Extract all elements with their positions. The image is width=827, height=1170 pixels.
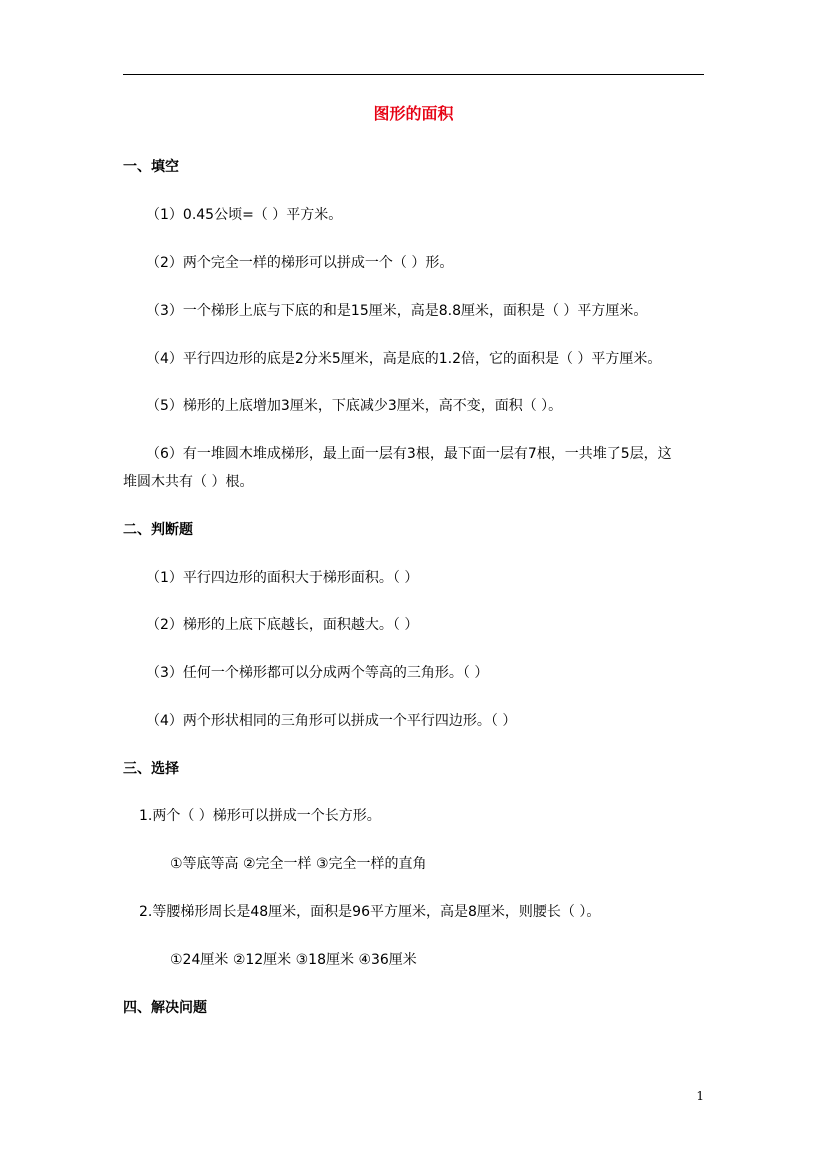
question-1-3: （3）一个梯形上底与下底的和是15厘米，高是8.8厘米，面积是（ ）平方厘米。 <box>146 303 648 319</box>
question-1-6-line-2: 堆圆木共有（ ）根。 <box>123 474 254 490</box>
section-heading-true-false: 二、判断题 <box>123 522 193 538</box>
question-3-1-options: ①等底等高 ②完全一样 ③完全一样的直角 <box>170 856 427 872</box>
section-heading-choice: 三、选择 <box>123 761 179 777</box>
page-title: 图形的面积 <box>373 104 454 123</box>
question-2-1: （1）平行四边形的面积大于梯形面积。（ ） <box>146 570 419 586</box>
question-3-1: 1.两个（ ）梯形可以拼成一个长方形。 <box>139 808 381 824</box>
question-1-5: （5）梯形的上底增加3厘米，下底减少3厘米，高不变，面积（ ）。 <box>146 398 563 414</box>
header-rule <box>123 74 704 75</box>
question-3-2: 2.等腰梯形周长是48厘米，面积是96平方厘米，高是8厘米，则腰长（ ）。 <box>139 904 601 920</box>
section-heading-problem-solving: 四、解决问题 <box>123 1000 207 1016</box>
question-1-1: （1）0.45公顷=（ ）平方米。 <box>146 207 343 223</box>
page-number: 1 <box>696 1089 704 1103</box>
question-1-4: （4）平行四边形的底是2分米5厘米，高是底的1.2倍，它的面积是（ ）平方厘米。 <box>146 351 662 367</box>
question-3-2-options: ①24厘米 ②12厘米 ③18厘米 ④36厘米 <box>170 952 417 968</box>
question-2-4: （4）两个形状相同的三角形可以拼成一个平行四边形。（ ） <box>146 713 517 729</box>
question-1-2: （2）两个完全一样的梯形可以拼成一个（ ）形。 <box>146 255 454 271</box>
question-2-2: （2）梯形的上底下底越长，面积越大。（ ） <box>146 617 419 633</box>
question-2-3: （3）任何一个梯形都可以分成两个等高的三角形。（ ） <box>146 665 489 681</box>
question-1-6-line-1: （6）有一堆圆木堆成梯形，最上面一层有3根，最下面一层有7根，一共堆了5层，这 <box>146 446 672 462</box>
section-heading-fill-blank: 一、填空 <box>123 159 179 175</box>
